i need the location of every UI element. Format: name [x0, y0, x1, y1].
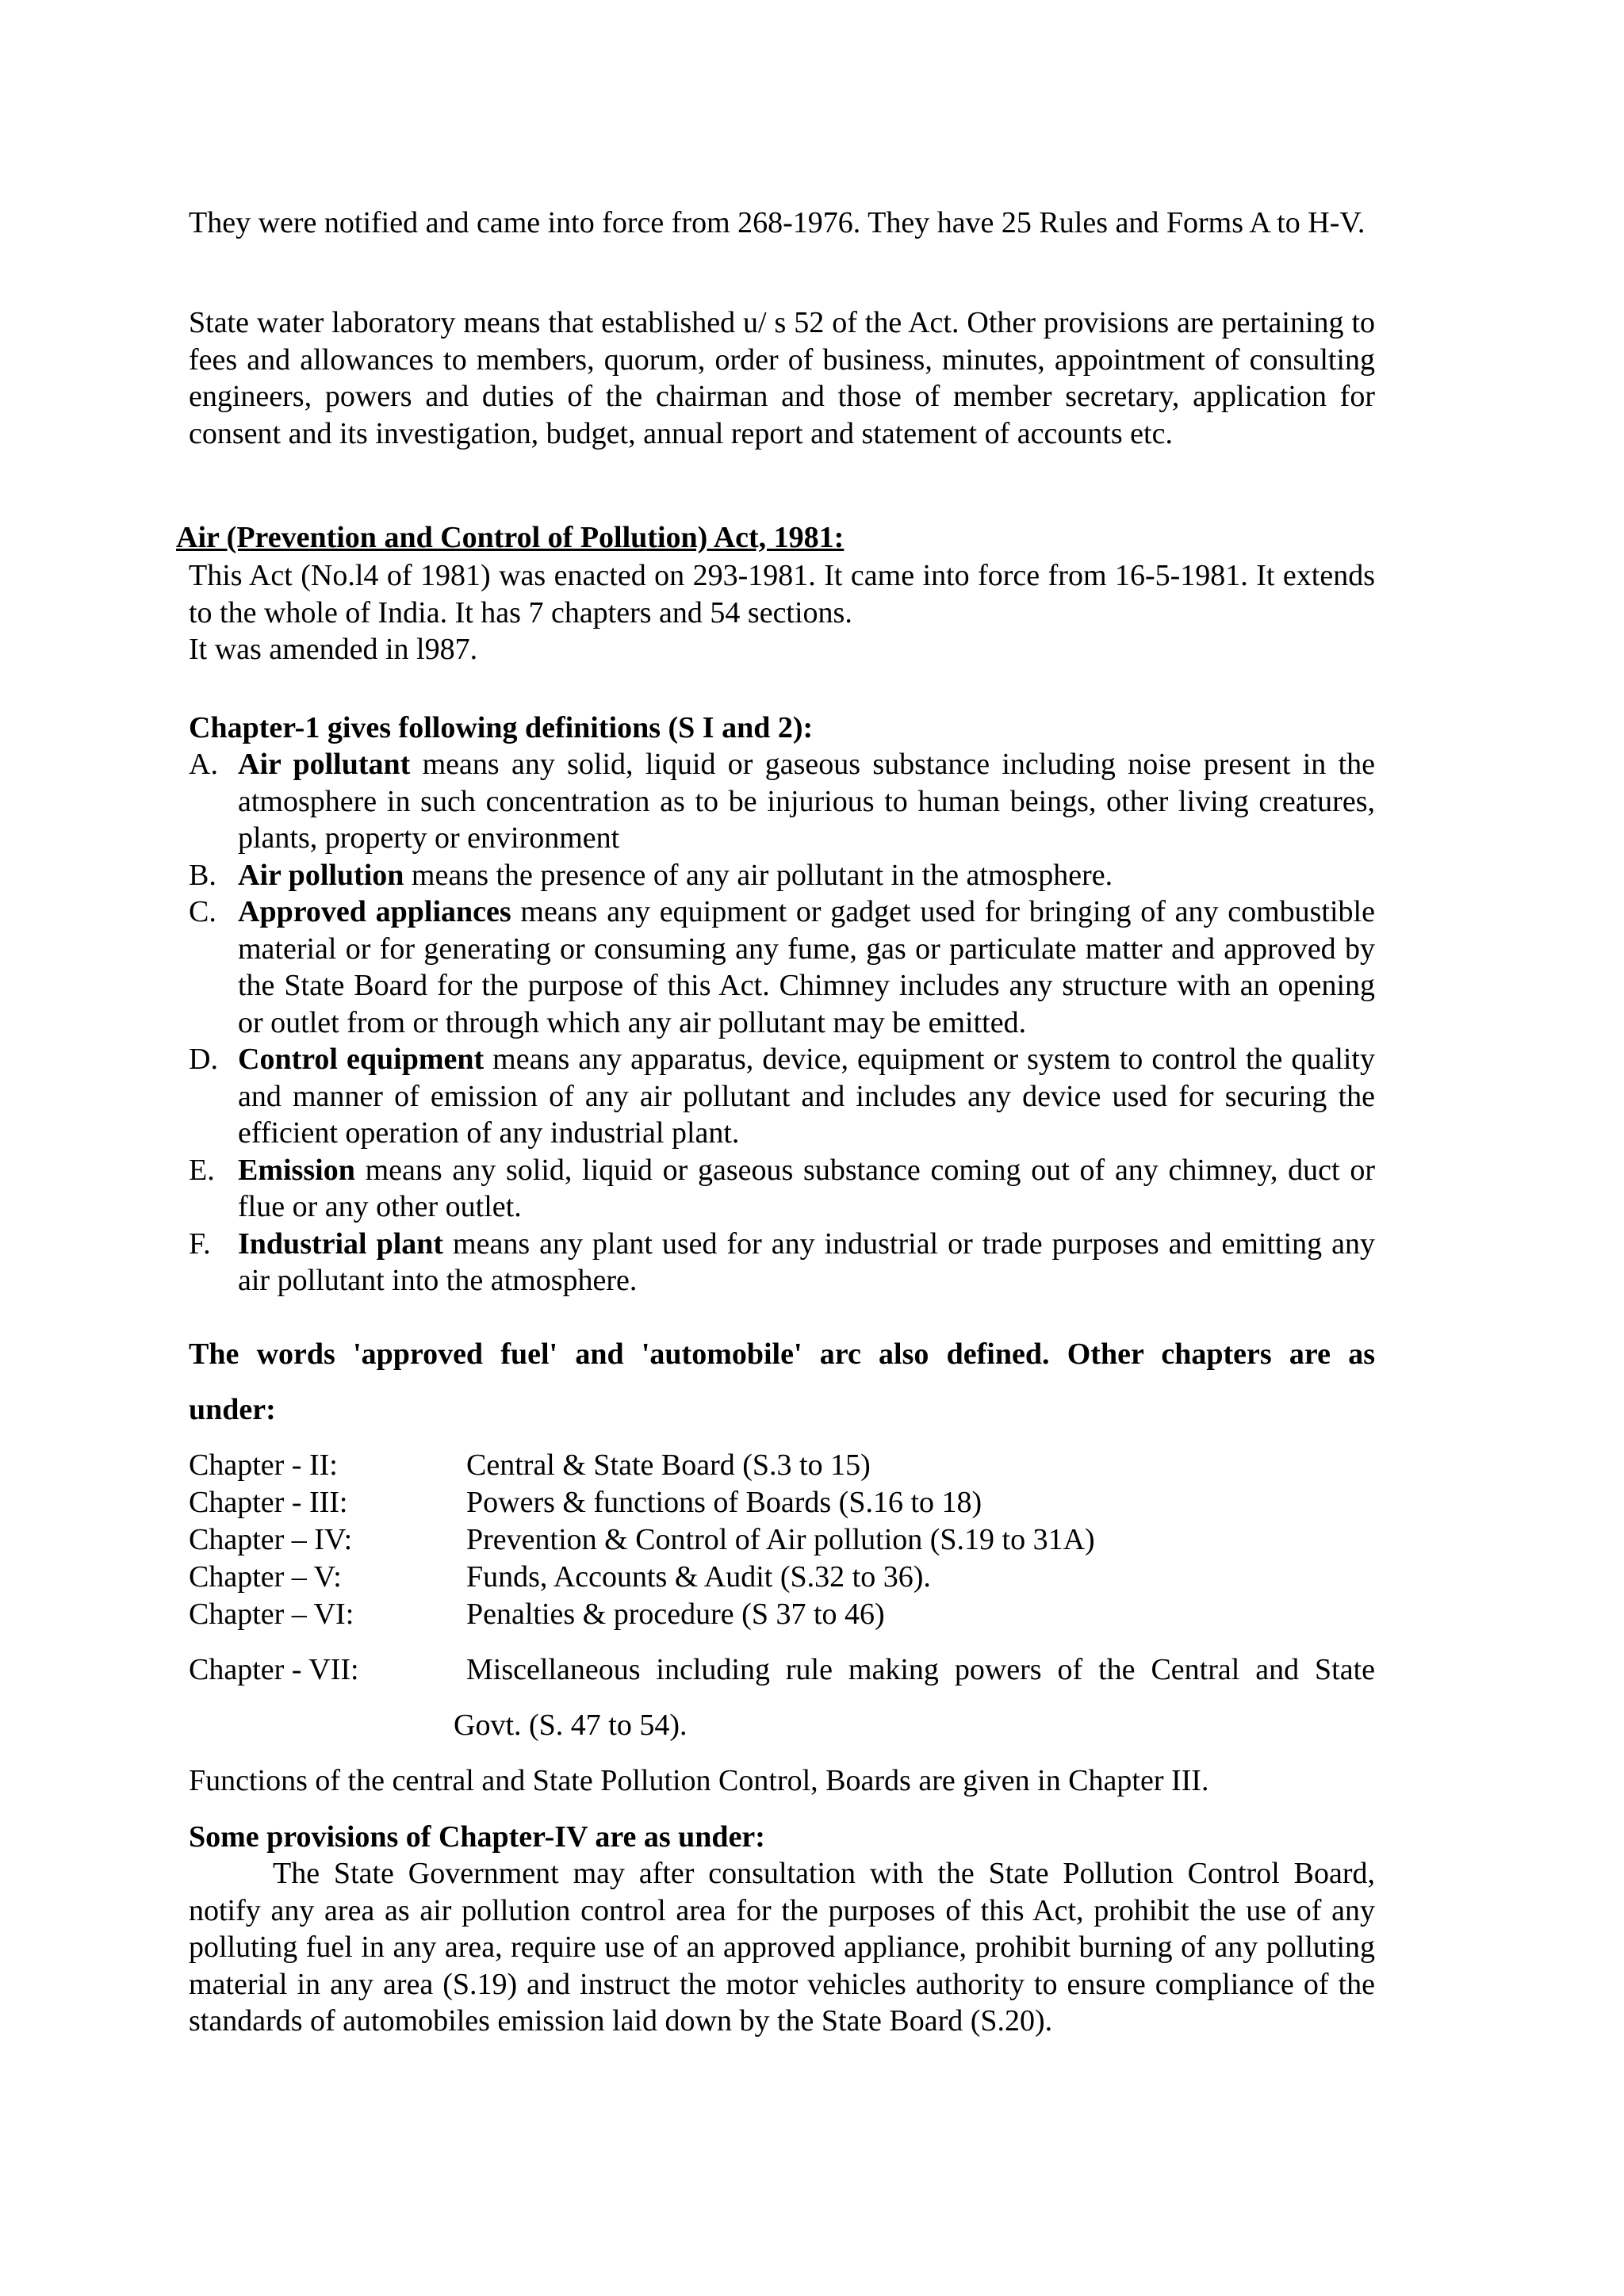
definition-marker: D.	[189, 1043, 218, 1076]
definition-marker: A.	[189, 748, 218, 781]
air-act-heading: Air (Prevention and Control of Pollution) Act, 1981:	[176, 521, 845, 554]
definition-item	[189, 746, 1375, 857]
other-chapters-intro-cont: under:	[189, 1393, 276, 1426]
chapter-row	[189, 1596, 1375, 1632]
chapter-label: Chapter - II:	[189, 1448, 338, 1482]
chapter-description: Powers & functions of Boards (S.16 to 18)	[466, 1486, 982, 1519]
definition-marker: B.	[189, 858, 216, 892]
functions-paragraph: Functions of the central and State Pollution Control, Boards are given in Chapter III.	[189, 1764, 1209, 1797]
chapter-label: Chapter - III:	[189, 1486, 348, 1519]
definition-item	[189, 1226, 1375, 1299]
definition-item	[189, 1152, 1375, 1226]
chapter-label: Chapter – VI:	[189, 1598, 354, 1631]
definition-term: Industrial plant	[238, 1226, 444, 1261]
chapter-row	[189, 1651, 1375, 1688]
chapter-row	[189, 1484, 1375, 1521]
chapter-description: Central & State Board (S.3 to 15)	[466, 1448, 871, 1482]
chapter-description: Miscellaneous including rule making powers of the Central and State	[466, 1653, 1375, 1686]
chapter-row	[189, 1521, 1375, 1558]
definition-text: means any equipment or gadget used for bringing of any combustible material or for generating or consuming any fume, gas or particulate matter and approved by the State Board for the purpose of this Act. Chimney includes any structure with an opening or outlet from or through which any air pollutant may be emitted.	[238, 895, 1375, 1039]
definition-text: means any plant used for any industrial or trade purposes and emitting any air pollutant into the atmosphere.	[238, 1226, 1375, 1297]
chapter-row	[189, 1447, 1375, 1483]
definition-item	[189, 857, 1375, 894]
definition-term: Air pollution	[238, 858, 404, 892]
air-act-amended: It was amended in l987.	[189, 633, 478, 666]
definition-marker: C.	[189, 895, 216, 928]
chapter-description: Penalties & procedure (S 37 to 46)	[466, 1598, 885, 1631]
definition-text: means any apparatus, device, equipment or system to control the quality and manner of emission of any air pollutant and includes any device used for securing the efficient operation of any industrial plant.	[238, 1043, 1375, 1150]
definition-term: Air pollutant	[238, 748, 411, 781]
chapter-label: Chapter – V:	[189, 1560, 342, 1594]
chapter-description-cont: Govt. (S. 47 to 54).	[454, 1709, 688, 1742]
chapter-row-continuation	[189, 1707, 1375, 1743]
definition-item	[189, 894, 1375, 1041]
definition-marker: F.	[189, 1226, 211, 1261]
chapter-description: Funds, Accounts & Audit (S.32 to 36).	[466, 1560, 931, 1594]
chapter-label: Chapter – IV:	[189, 1523, 353, 1556]
definition-item	[189, 1041, 1375, 1152]
definition-text: means any solid, liquid or gaseous substance coming out of any chimney, duct or flue or any other outlet.	[238, 1153, 1375, 1223]
chapter-label: Chapter - VII:	[189, 1653, 359, 1686]
definition-text: means the presence of any air pollutant in the atmosphere.	[404, 858, 1113, 892]
chapter-description: Prevention & Control of Air pollution (S.19 to 31A)	[466, 1523, 1095, 1556]
definition-term: Control equipment	[238, 1043, 485, 1076]
other-chapters-intro: The words 'approved fuel' and 'automobile' arc also defined. Other chapters are as	[189, 1337, 1375, 1371]
chapter4-heading: Some provisions of Chapter-IV are as under:	[189, 1820, 765, 1854]
definitions-list	[189, 746, 1375, 1299]
definition-term: Emission	[238, 1153, 355, 1187]
air-act-paragraph: This Act (No.l4 of 1981) was enacted on 293-1981. It came into force from 16-5-1981. It extends to the whole of India. It has 7 chapters and 54 sections.	[189, 559, 1375, 629]
chapter4-paragraph: The State Government may after consultation with the State Pollution Control Board, notify any area as air pollution control area for the purposes of this Act, prohibit the use of any polluting fuel in any area, require use of an approved appliance, prohibit burning of any polluting material in any area (S.19) and instruct the motor vehicles authority to ensure compliance of the standards of automobiles emission laid down by the State Board (S.20).	[189, 1857, 1375, 2038]
definition-term: Approved appliances	[238, 895, 511, 928]
intro-paragraph-water-lab: State water laboratory means that established u/ s 52 of the Act. Other provisions are pertaining to fees and allowances to members, quorum, order of business, minutes, appointment of consulting engineers, powers and duties of the chairman and those of member secretary, application for consent and its investigation, budget, annual report and statement of accounts etc.	[189, 306, 1375, 450]
definition-marker: E.	[189, 1153, 215, 1187]
chapter1-heading: Chapter-1 gives following definitions (S I and 2):	[189, 711, 814, 744]
chapter-row	[189, 1559, 1375, 1595]
intro-paragraph-rules: They were notified and came into force from 268-1976. They have 25 Rules and Forms A to H-V.	[189, 206, 1365, 239]
definition-text: means any solid, liquid or gaseous substance including noise present in the atmosphere in such concentration as to be injurious to human beings, other living creatures, plants, property or environment	[238, 748, 1375, 855]
